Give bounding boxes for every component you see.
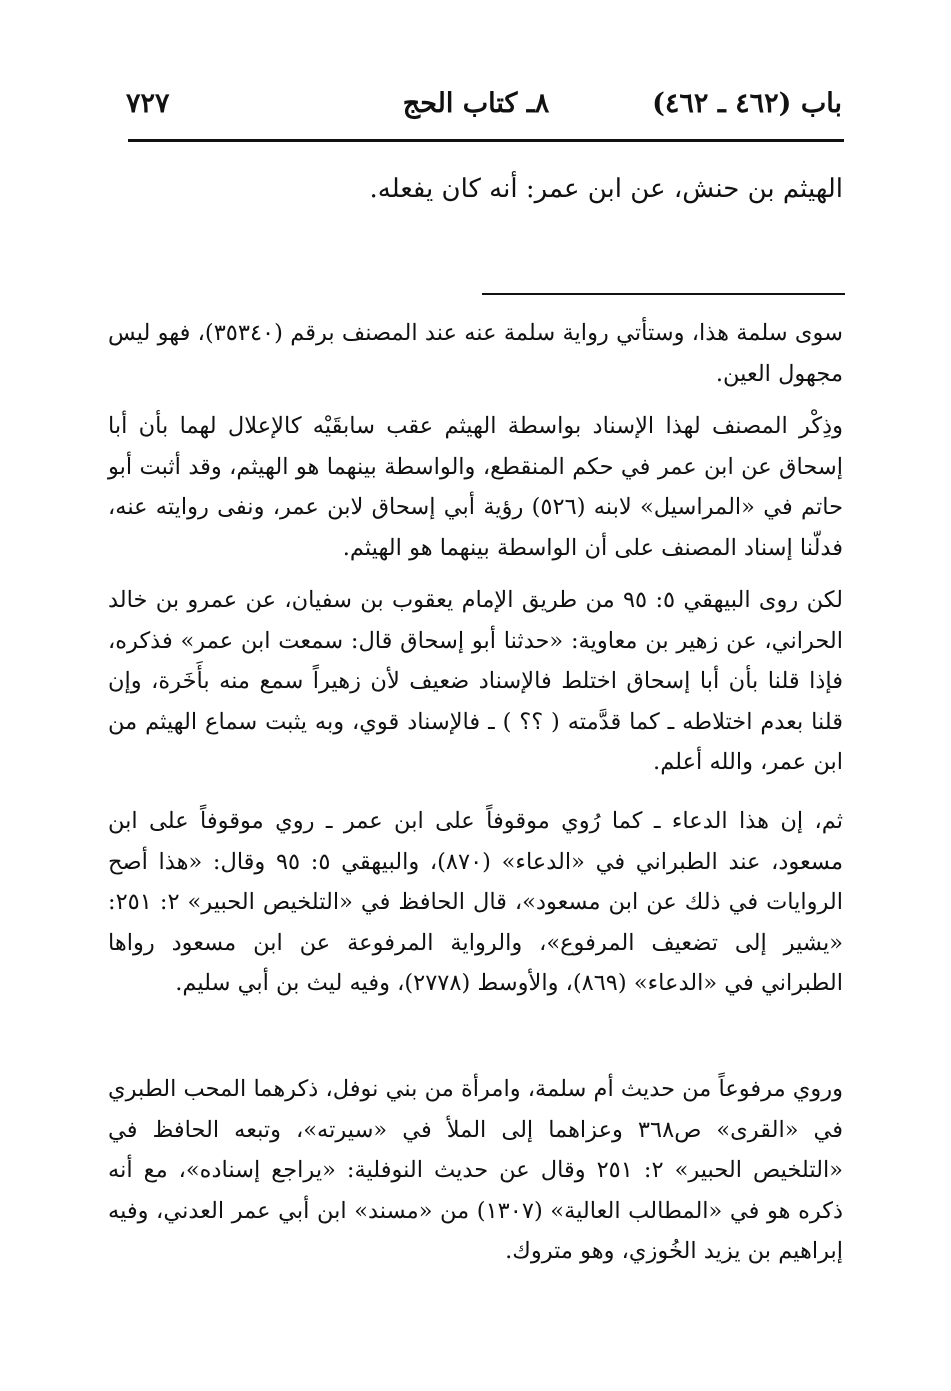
page-header: [110, 84, 842, 124]
book-title: ٨ـ كتاب الحج: [402, 88, 550, 119]
chapter-heading: باب (٤٦٢ ـ ٤٦٢): [652, 88, 842, 119]
footnote-divider: [482, 293, 845, 295]
footnote-paragraph: وروي مرفوعاً من حديث أم سلمة، وامرأة من بني نوفل، ذكرهما المحب الطبري في «القرى» ص٣٦٨ وعزاهما إلى الملأ في «سيرته»، وتبعه الحافظ في «التلخيص الحبير» ٢: ٢٥١ وقال عن حديث النوفلية: «يراجع إسناده»، مع أنه ذكره هو في «المطالب العالية» (١٣٠٧) من «مسند» ابن أبي عمر العدني، وفيه إبراهيم بن يزيد الخُوزي، وهو متروك.: [108, 1076, 844, 1264]
footnote-paragraph: وذِكْر المصنف لهذا الإسناد بواسطة الهيثم عقب سابقَيْه كالإعلال لهما بأن أبا إسحاق عن ابن عمر في حكم المنقطع، والواسطة بينهما هو الهيثم، وقد أثبت أبو حاتم في «المراسيل» لابنه (٥٢٦) رؤية أبي إسحاق لابن عمر، ونفى روايته عنه، فدلّنا إسناد المصنف على أن الواسطة بينهما هو الهيثم.: [108, 413, 843, 561]
footnote-paragraph: ثم، إن هذا الدعاء ـ كما رُوي موقوفاً على ابن عمر ـ روي موقوفاً على ابن مسعود، عند الطبراني في «الدعاء» (٨٧٠)، والبيهقي ٥: ٩٥ وقال: «هذا أصح الروايات في ذلك عن ابن مسعود»، قال الحافظ في «التلخيص الحبير» ٢: ٢٥١: «يشير إلى تضعيف المرفوع»، والرواية المرفوعة عن ابن مسعود رواها الطبراني في «الدعاء» (٨٦٩)، والأوسط (٢٧٧٨)، وفيه ليث بن أبي سليم.: [108, 808, 844, 996]
footnote-paragraph: لكن روى البيهقي ٥: ٩٥ من طريق الإمام يعقوب بن سفيان، عن عمرو بن خالد الحراني، عن زهير بن معاوية: «حدثنا أبو إسحاق قال: سمعت ابن عمر» فذكره، فإذا قلنا بأن أبا إسحاق اختلط فالإسناد ضعيف لأن زهيراً سمع منه بأَخَرة، وإن قلنا بعدم اختلاطه ـ كما قدَّمته ( ؟؟ ) ـ فالإسناد قوي، وبه يثبت سماع الهيثم من ابن عمر، والله أعلم.: [108, 587, 843, 775]
footnote-paragraph: سوى سلمة هذا، وستأتي رواية سلمة عنه عند المصنف برقم (٣٥٣٤٠)، فهو ليس مجهول العين.: [108, 320, 843, 387]
header-divider: [128, 139, 844, 142]
main-text: الهيثم بن حنش، عن ابن عمر: أنه كان يفعله.: [369, 174, 843, 204]
page-number: ٧٢٧: [126, 88, 170, 119]
